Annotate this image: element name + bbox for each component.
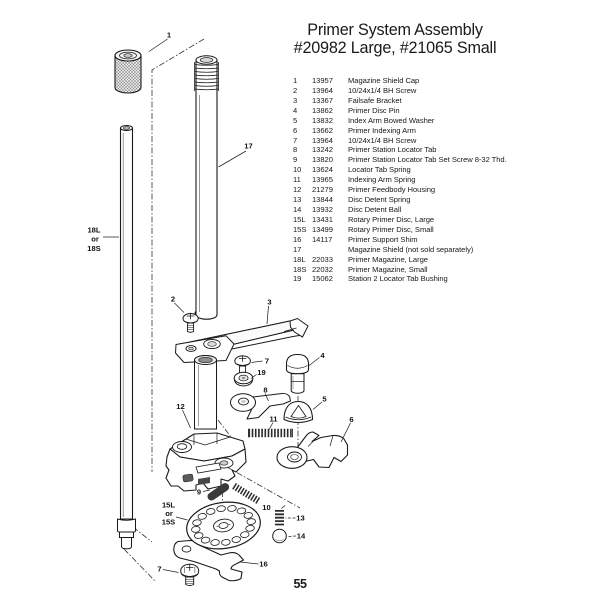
part-description: Rotary Primer Disc, Small bbox=[348, 224, 434, 234]
part-13-disc-detent-spring bbox=[280, 506, 286, 527]
item-number: 19 bbox=[293, 274, 302, 284]
parts-list-row bbox=[293, 205, 507, 215]
callout-5: 5 bbox=[322, 394, 327, 404]
parts-list-row bbox=[293, 76, 507, 86]
item-number: 7 bbox=[293, 135, 298, 145]
callout-17: 17 bbox=[244, 141, 253, 151]
part-description: Index Arm Bowed Washer bbox=[348, 115, 435, 125]
parts-list-row bbox=[293, 116, 507, 126]
part-17-magazine-shield-tube bbox=[195, 56, 219, 319]
item-number: 15S bbox=[293, 224, 307, 234]
callout-12: 12 bbox=[176, 402, 185, 411]
callout-2: 2 bbox=[170, 294, 176, 304]
parts-list-row bbox=[293, 274, 507, 284]
part-description: Primer Station Locator Tab Set Screw 8-32 Thd. bbox=[348, 155, 507, 165]
part-number: 13862 bbox=[312, 105, 333, 115]
part-number: 13242 bbox=[312, 145, 333, 155]
part-number: 13832 bbox=[312, 115, 333, 125]
part-description: Magazine Shield (not sold separately) bbox=[348, 244, 474, 254]
item-number: 13 bbox=[293, 195, 302, 205]
item-number: 18S bbox=[293, 264, 307, 274]
callout-8: 8 bbox=[263, 385, 268, 395]
part-number: 14117 bbox=[312, 234, 333, 244]
part-10-locator-tab-spring bbox=[227, 467, 300, 508]
item-number: 14 bbox=[293, 204, 302, 214]
item-number: 5 bbox=[293, 115, 298, 125]
item-number: 3 bbox=[293, 95, 298, 105]
item-number: 15L bbox=[293, 214, 306, 224]
parts-list-row bbox=[293, 145, 507, 155]
page-title bbox=[274, 22, 516, 57]
part-description: Primer Station Locator Tab bbox=[348, 145, 437, 155]
callout-11: 11 bbox=[269, 414, 278, 424]
callout-18l: 18L bbox=[87, 225, 101, 235]
callout-4: 4 bbox=[320, 351, 325, 360]
parts-list-row bbox=[293, 265, 507, 275]
parts-list-row bbox=[293, 136, 507, 146]
part-number: 22033 bbox=[312, 254, 333, 264]
part-description: Primer Feedbody Housing bbox=[348, 185, 436, 195]
item-number: 12 bbox=[293, 185, 302, 195]
item-number: 16 bbox=[293, 234, 302, 244]
part-1-magazine-shield-cap bbox=[115, 50, 141, 93]
callout-15s: 15S bbox=[161, 517, 176, 527]
item-number: 10 bbox=[293, 165, 302, 175]
callout-15-or: or bbox=[165, 509, 173, 518]
part-description: Primer Disc Pin bbox=[348, 105, 400, 115]
part-description: Primer Magazine, Large bbox=[348, 254, 428, 264]
part-number: 13820 bbox=[312, 155, 333, 165]
callout-14: 14 bbox=[296, 531, 306, 541]
parts-list-row bbox=[293, 106, 507, 116]
part-number: 22032 bbox=[312, 264, 333, 274]
part-5-index-arm-bowed-washer bbox=[284, 402, 313, 423]
part-8-primer-station-locator-tab bbox=[231, 393, 291, 419]
part-number: 13957 bbox=[312, 76, 333, 85]
parts-list-row bbox=[293, 255, 507, 265]
parts-list-row bbox=[293, 215, 507, 225]
part-description: Station 2 Locator Tab Bushing bbox=[348, 274, 448, 284]
parts-list-row bbox=[293, 245, 507, 255]
part-number: 13965 bbox=[312, 175, 333, 185]
parts-list-row bbox=[293, 86, 507, 96]
part-description: Primer Indexing Arm bbox=[348, 125, 416, 135]
part-2-bh-screw bbox=[183, 313, 198, 332]
part-number: 13499 bbox=[312, 224, 333, 234]
title-line-1: Primer System Assembly bbox=[307, 21, 483, 39]
part-7-bh-screw-upper bbox=[235, 355, 251, 374]
part-description: 10/24x1/4 BH Screw bbox=[348, 85, 417, 95]
parts-list-row bbox=[293, 96, 507, 106]
callout-18-or: or bbox=[91, 234, 99, 244]
part-4-primer-disc-pin bbox=[287, 355, 309, 394]
part-6-primer-indexing-arm bbox=[277, 432, 348, 468]
item-number: 2 bbox=[293, 85, 298, 95]
item-number: 6 bbox=[293, 125, 298, 135]
part-description: Magazine Shield Cap bbox=[348, 76, 420, 85]
parts-list-row bbox=[293, 126, 507, 136]
part-description: 10/24x1/4 BH Screw bbox=[348, 135, 417, 145]
part-description: Indexing Arm Spring bbox=[348, 175, 416, 185]
parts-list-row bbox=[293, 225, 507, 235]
callout-16: 16 bbox=[259, 559, 268, 569]
part-description: Primer Support Shim bbox=[348, 234, 418, 244]
part-7-bh-screw-lower bbox=[181, 564, 199, 585]
parts-list-row bbox=[293, 175, 507, 185]
part-number: 13624 bbox=[312, 165, 333, 175]
part-number: 13964 bbox=[312, 85, 333, 95]
item-number: 8 bbox=[293, 145, 298, 155]
title-line-2: #20982 Large, #21065 Small bbox=[293, 38, 497, 57]
callout-13: 13 bbox=[296, 513, 305, 523]
part-number: 13844 bbox=[312, 195, 333, 205]
part-description: Disc Detent Ball bbox=[348, 204, 402, 214]
item-number: 1 bbox=[293, 76, 298, 85]
callout-15l: 15L bbox=[161, 500, 176, 510]
part-11-indexing-arm-spring bbox=[249, 429, 293, 437]
part-description: Primer Magazine, Small bbox=[348, 264, 428, 274]
callout-10: 10 bbox=[262, 503, 271, 512]
callout-19: 19 bbox=[257, 368, 266, 377]
part-description: Failsafe Bracket bbox=[348, 95, 402, 105]
callout-7a: 7 bbox=[264, 356, 270, 366]
part-number: 13932 bbox=[312, 204, 333, 214]
item-number: 17 bbox=[293, 244, 302, 254]
part-number: 15062 bbox=[312, 274, 333, 284]
callout-3: 3 bbox=[267, 297, 272, 307]
part-number: 13431 bbox=[312, 214, 333, 224]
part-18-primer-magazine-tube bbox=[118, 126, 136, 549]
parts-list-row bbox=[293, 185, 507, 195]
part-number: 13964 bbox=[312, 135, 333, 145]
part-12-primer-feedbody-housing bbox=[166, 356, 246, 492]
part-description: Locator Tab Spring bbox=[348, 165, 411, 175]
parts-list-row bbox=[293, 235, 507, 245]
parts-list-row bbox=[293, 165, 507, 175]
callout-9: 9 bbox=[196, 487, 202, 497]
item-number: 9 bbox=[293, 155, 298, 165]
callout-7b: 7 bbox=[157, 564, 162, 574]
callout-1: 1 bbox=[166, 30, 172, 40]
part-number: 13367 bbox=[312, 95, 333, 105]
part-number: 13662 bbox=[312, 125, 333, 135]
part-number: 21279 bbox=[312, 185, 333, 195]
item-number: 4 bbox=[293, 105, 298, 115]
callout-18s: 18S bbox=[87, 244, 101, 253]
part-description: Rotary Primer Disc, Large bbox=[348, 214, 435, 224]
item-number: 18L bbox=[293, 254, 306, 264]
page-number: 55 bbox=[293, 577, 307, 591]
part-14-disc-detent-ball bbox=[273, 529, 287, 543]
part-description: Disc Detent Spring bbox=[348, 195, 411, 205]
callout-6: 6 bbox=[349, 415, 354, 424]
parts-list-row bbox=[293, 155, 507, 165]
parts-list bbox=[293, 76, 507, 284]
part-19-locator-tab-bushing bbox=[234, 372, 253, 386]
parts-list-row bbox=[293, 195, 507, 205]
item-number: 11 bbox=[293, 175, 301, 185]
